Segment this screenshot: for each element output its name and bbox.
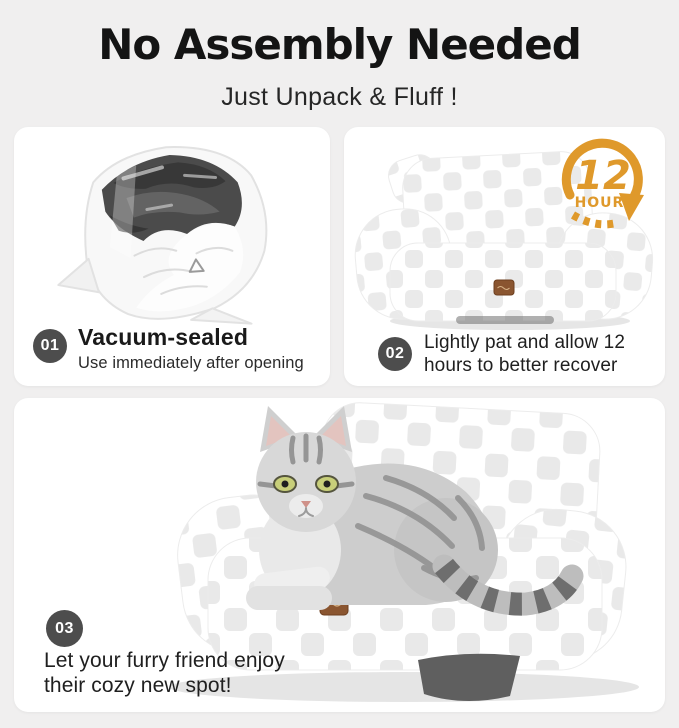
step-1-description: Use immediately after opening <box>78 354 304 372</box>
step-card-enjoy <box>14 398 665 712</box>
page-title: No Assembly Needed <box>98 20 581 69</box>
step-2-number: 02 <box>385 344 405 362</box>
vacuum-sealed-package-photo <box>37 135 307 331</box>
step-card-recover <box>344 127 665 386</box>
step-3-description-line1: Let your furry friend enjoy <box>44 649 285 672</box>
step-1-title: Vacuum-sealed <box>78 324 249 350</box>
step-3-badge <box>46 610 83 647</box>
step-1-badge <box>33 329 67 363</box>
step-1-number: 01 <box>40 337 60 354</box>
step-3-description <box>44 649 285 698</box>
step-3-number: 03 <box>55 619 74 637</box>
step-2-description <box>424 331 625 377</box>
step-3-description-line2: their cozy new spot! <box>44 673 232 697</box>
step-2-description-line2: hours to better recover <box>424 354 618 376</box>
hours-label: HOURS <box>574 195 636 211</box>
brand-tag <box>494 280 514 295</box>
step-card-vacuum-sealed <box>14 127 330 386</box>
12-hours-arrow-icon <box>547 131 663 233</box>
hours-value: 12 <box>575 153 631 199</box>
step-1-footer <box>33 324 304 373</box>
page-subtitle: Just Unpack & Fluff ! <box>221 83 458 111</box>
step-2-description-line1: Lightly pat and allow 12 <box>424 331 625 353</box>
step-2-footer <box>378 331 625 377</box>
step-2-badge <box>378 337 412 371</box>
